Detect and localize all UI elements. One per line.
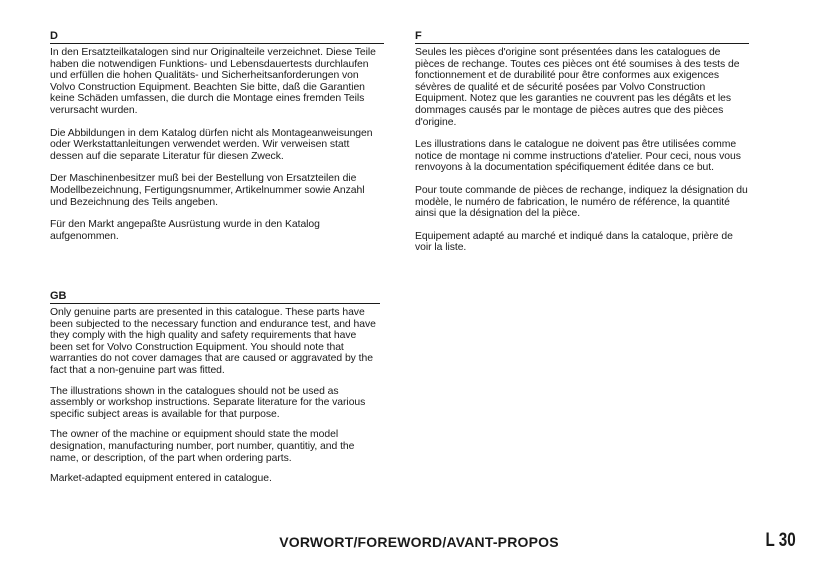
english-section bbox=[50, 290, 380, 494]
french-heading: F bbox=[415, 30, 749, 44]
french-paragraph-2: Les illustrations dans le catalogue ne doivent pas être utilisées comme notice de montage ni comme instructions d'atelier. Pour ceci, nous vous renvoyons à la documentation spécifiquement éditée dans ce but. bbox=[415, 139, 741, 174]
german-heading: D bbox=[50, 30, 384, 44]
english-paragraph-3: The owner of the machine or equipment should state the model designation, manufacturing number, port number, quantitiy, and the name, or description, of the part when ordering parts. bbox=[50, 429, 355, 464]
german-paragraph-4: Für den Markt angepaßte Ausrüstung wurde in den Katalog aufgenommen. bbox=[50, 219, 320, 242]
english-paragraph-2: The illustrations shown in the catalogues should not be used as assembly or workshop instructions. Separate literature for the various specific subject areas is available for that purpose. bbox=[50, 385, 366, 420]
english-paragraph-4: Market-adapted equipment entered in catalogue. bbox=[50, 473, 272, 485]
german-paragraph-1: In den Ersatzteilkatalogen sind nur Originalteile verzeichnet. Diese Teile haben die notwendigen Funktions- und Lebensdauertests durchlaufen und erfüllen die hohen Qualitäts- und Sicherheitsanforderungen von Volvo Construction Equipment. Beachten Sie bitte, daß die Garantien keine Schäden umfassen, die durch die Montage eines fremden Teils verursacht wurden. bbox=[50, 47, 376, 116]
french-paragraph-3: Pour toute commande de pièces de rechange, indiquez la désignation du modèle, le numéro de fabrication, le numéro de référence, la quantité ainsi que la désignation del la pièce. bbox=[415, 184, 748, 220]
page-number: L 30 bbox=[765, 530, 796, 551]
french-paragraph-4: Equipement adapté au marché et indiqué dans la cataloque, prière de voir la liste. bbox=[415, 230, 733, 254]
english-paragraph-1: Only genuine parts are presented in this catalogue. These parts have been subjected to the necessary function and endurance test, and have they comply with the high quality and safety requirements that have been set for Volvo Construction Equipment. You should note that warranties do not cover damages that are caused or aggravated by the fact that a non-genuine part was fitted. bbox=[50, 307, 376, 376]
german-section bbox=[50, 30, 384, 253]
german-paragraph-3: Der Maschinenbesitzer muß bei der Bestellung von Ersatzteilen die Modellbezeichnung, Fertigungsnummer, Artikelnummer sowie Anzahl und Bezeichnung des Teils angeben. bbox=[50, 173, 365, 208]
english-heading: GB bbox=[50, 290, 380, 304]
page-title: VORWORT/FOREWORD/AVANT-PROPOS bbox=[279, 534, 559, 550]
german-paragraph-2: Die Abbildungen in dem Katalog dürfen nicht als Montageanweisungen oder Werkstattanleitungen verwendet werden. Wir verweisen statt dessen auf die separate Literatur für diesen Zweck. bbox=[50, 127, 373, 162]
french-paragraph-1: Seules les pièces d'origine sont présentées dans les catalogues de pièces de rechange. Toutes ces pièces ont été soumises à des tests de fonctionnement et de durabilité pour être conformes aux exigences sévères de qualité et de sécurité posées par Volvo Construction Equipment. Notez que les garanties ne couvrent pas les dégâts et les dommages causés par le montage de pièces autres que des pièces d'origine. bbox=[415, 47, 740, 128]
french-section bbox=[415, 30, 749, 265]
